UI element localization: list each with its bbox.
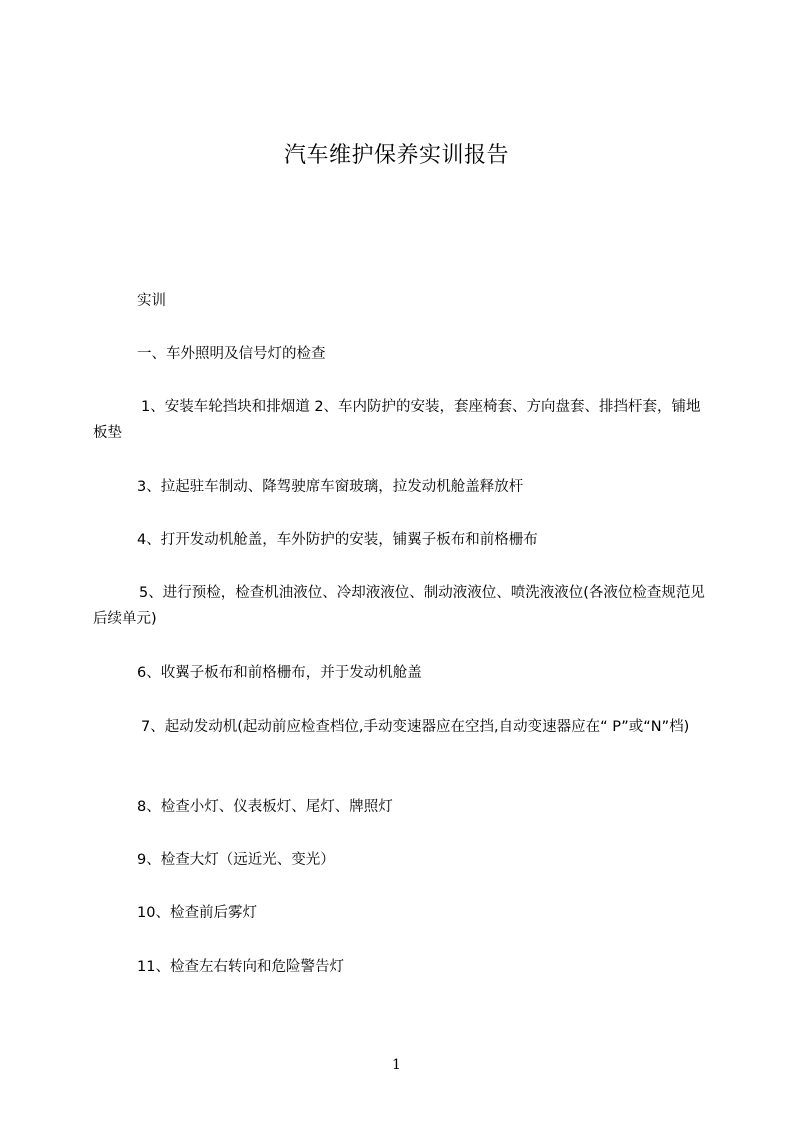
paragraph-step-11 (93, 954, 713, 980)
paragraph-heading (93, 341, 713, 367)
paragraph-text: 11、检查左右转向和危险警告灯 (137, 959, 344, 975)
paragraph-text: 1、安装车轮挡块和排烟道 2、车内防护的安装，套座椅套、方向盘套、排挡杆套，铺地板垫 (93, 399, 701, 441)
paragraph-section-label (93, 288, 713, 314)
paragraph-step-8 (93, 794, 713, 820)
page-number: 1 (392, 1057, 401, 1073)
paragraph-step-7 (93, 714, 713, 740)
paragraph-step-10 (93, 900, 713, 926)
paragraph-text: 6、收翼子板布和前格栅布，并于发动机舱盖 (137, 665, 422, 681)
paragraph-text: 5、进行预检，检查机油液位、冷却液液位、制动液液位、喷洗液液位(各液位检查规范见后续单元) (93, 585, 705, 627)
paragraph-text: 一、车外照明及信号灯的检查 (137, 346, 326, 362)
paragraph-text: 9、检查大灯（远近光、变光） (137, 852, 335, 868)
paragraph-text: 实训 (137, 293, 166, 309)
paragraph-step-4 (93, 527, 713, 553)
paragraph-step-5 (93, 580, 713, 632)
paragraph-step-3 (93, 474, 713, 500)
paragraph-step-9 (93, 847, 713, 873)
paragraph-step-1-2 (93, 394, 713, 446)
paragraph-text: 10、检查前后雾灯 (137, 905, 257, 921)
paragraph-text: 8、检查小灯、仪表板灯、尾灯、牌照灯 (137, 799, 393, 815)
paragraph-text: 4、打开发动机舱盖，车外防护的安装，铺翼子板布和前格栅布 (137, 532, 538, 548)
paragraph-step-6 (93, 660, 713, 686)
paragraph-text: 3、拉起驻车制动、降驾驶席车窗玻璃，拉发动机舱盖释放杆 (137, 479, 524, 495)
document-title: 汽车维护保养实训报告 (283, 143, 509, 168)
paragraph-text: 7、起动发动机(起动前应检查档位,手动变速器应在空挡,自动变速器应在“ P”或“N”档) (141, 719, 690, 735)
